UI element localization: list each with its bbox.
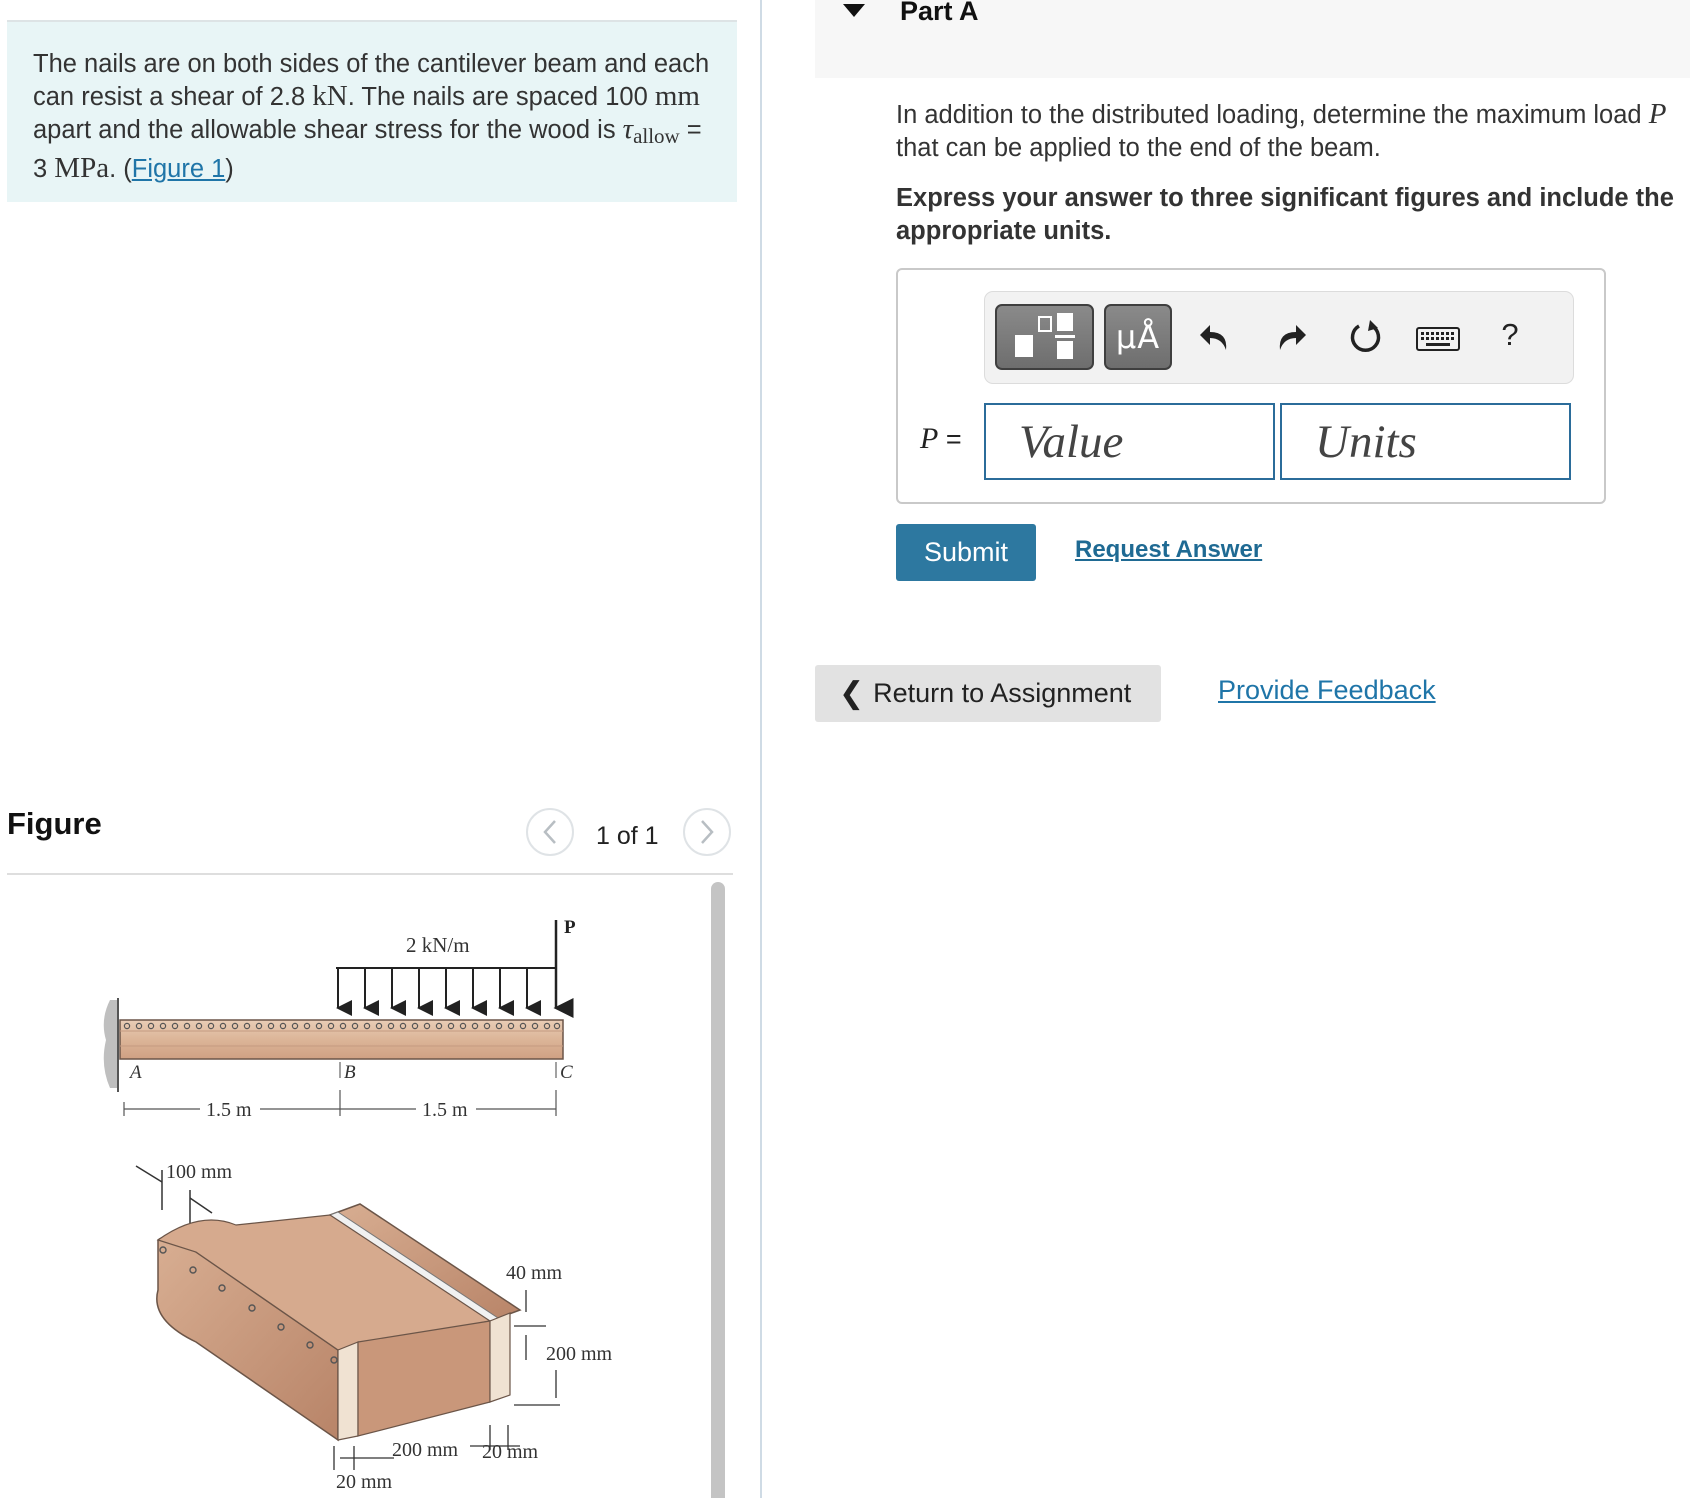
- units-input[interactable]: [1280, 403, 1571, 480]
- web-thickness-left-label: 20 mm: [336, 1471, 393, 1493]
- flange-width-label: 200 mm: [392, 1439, 459, 1461]
- return-to-assignment-button[interactable]: [815, 665, 1161, 722]
- keyboard-icon[interactable]: [1416, 323, 1460, 353]
- span-ab-label: 1.5 m: [206, 1099, 252, 1121]
- column-divider: [760, 0, 762, 1498]
- help-icon[interactable]: ?: [1501, 317, 1519, 352]
- problem-text: apart and the allowable shear stress for the wood is: [33, 116, 623, 144]
- unit-mm: mm: [654, 80, 700, 112]
- answer-instruction: Express your answer to three significant figures and include the appropriate units.: [896, 184, 1674, 245]
- chevron-left-icon: [541, 819, 559, 845]
- value-input[interactable]: [984, 403, 1275, 480]
- figure-title: Figure: [7, 806, 102, 841]
- request-answer-link[interactable]: Request Answer: [1075, 536, 1263, 563]
- question-text-part: In addition to the distributed loading, determine the maximum load: [896, 101, 1649, 129]
- point-a-label: A: [130, 1062, 142, 1083]
- unit-kn: kN: [312, 80, 348, 112]
- reset-icon[interactable]: [1345, 316, 1385, 358]
- provide-feedback-link[interactable]: Provide Feedback: [1218, 675, 1436, 705]
- return-label: Return to Assignment: [873, 678, 1132, 708]
- load-label: 2 kN/m: [406, 933, 470, 957]
- page-indicator: 1 of 1: [596, 822, 659, 850]
- answer-variable: P: [920, 422, 939, 455]
- problem-column: [0, 0, 762, 1498]
- undo-icon[interactable]: [1195, 316, 1235, 358]
- wall-support: [104, 1000, 118, 1088]
- part-title: Part A: [900, 0, 979, 26]
- nail-spacing-label: 100 mm: [166, 1161, 233, 1183]
- unit-mpa: MPa: [54, 152, 110, 184]
- equals-sign: =: [938, 424, 962, 454]
- point-c-label: C: [560, 1062, 573, 1083]
- problem-text: . (: [109, 155, 132, 183]
- submit-button[interactable]: Submit: [896, 524, 1036, 581]
- figure-scrollbar[interactable]: [711, 882, 725, 1498]
- problem-text: The nails are on both sides of the cantilever beam and each can resist a shear of 2.8: [33, 50, 710, 111]
- tau-subscript: allow: [633, 124, 680, 148]
- point-b-label: B: [344, 1062, 356, 1083]
- figure-link[interactable]: Figure 1: [131, 155, 226, 183]
- units-button[interactable]: μÅ: [1104, 304, 1172, 370]
- problem-text: ): [225, 155, 234, 183]
- question-variable: P: [1648, 98, 1667, 130]
- chevron-right-icon: [698, 819, 716, 845]
- web-end-grain: [338, 1342, 358, 1440]
- chevron-left-icon: ❮: [839, 677, 865, 710]
- point-load-label: P: [564, 917, 576, 938]
- problem-text: . The nails are spaced: [347, 83, 606, 111]
- question-text-part: that can be applied to the end of the beam.: [896, 134, 1381, 162]
- templates-icon: [1013, 311, 1077, 363]
- problem-text: 100: [605, 83, 648, 111]
- span-dimension: [124, 1090, 556, 1116]
- redo-icon[interactable]: [1271, 316, 1311, 358]
- tau-symbol: τ: [622, 113, 634, 145]
- distributed-load: [336, 968, 556, 1008]
- problem-text: = 3: [33, 116, 702, 183]
- figure-divider: [7, 873, 733, 875]
- web-thickness-right-label: 20 mm: [482, 1441, 539, 1463]
- web-height-label: 200 mm: [546, 1343, 613, 1365]
- caret-down-icon[interactable]: [843, 4, 865, 17]
- answer-variable-label: [920, 422, 962, 456]
- question-text: [896, 98, 1676, 165]
- flange-thickness-label: 40 mm: [506, 1262, 563, 1284]
- beam-figure: [0, 880, 705, 1498]
- templates-button[interactable]: [995, 304, 1094, 370]
- problem-statement: [7, 20, 737, 202]
- flange-end-grain: [490, 1313, 510, 1402]
- bottom-flange: [358, 1321, 490, 1436]
- next-figure-button[interactable]: [683, 808, 731, 856]
- previous-figure-button[interactable]: [526, 808, 574, 856]
- span-bc-label: 1.5 m: [422, 1099, 468, 1121]
